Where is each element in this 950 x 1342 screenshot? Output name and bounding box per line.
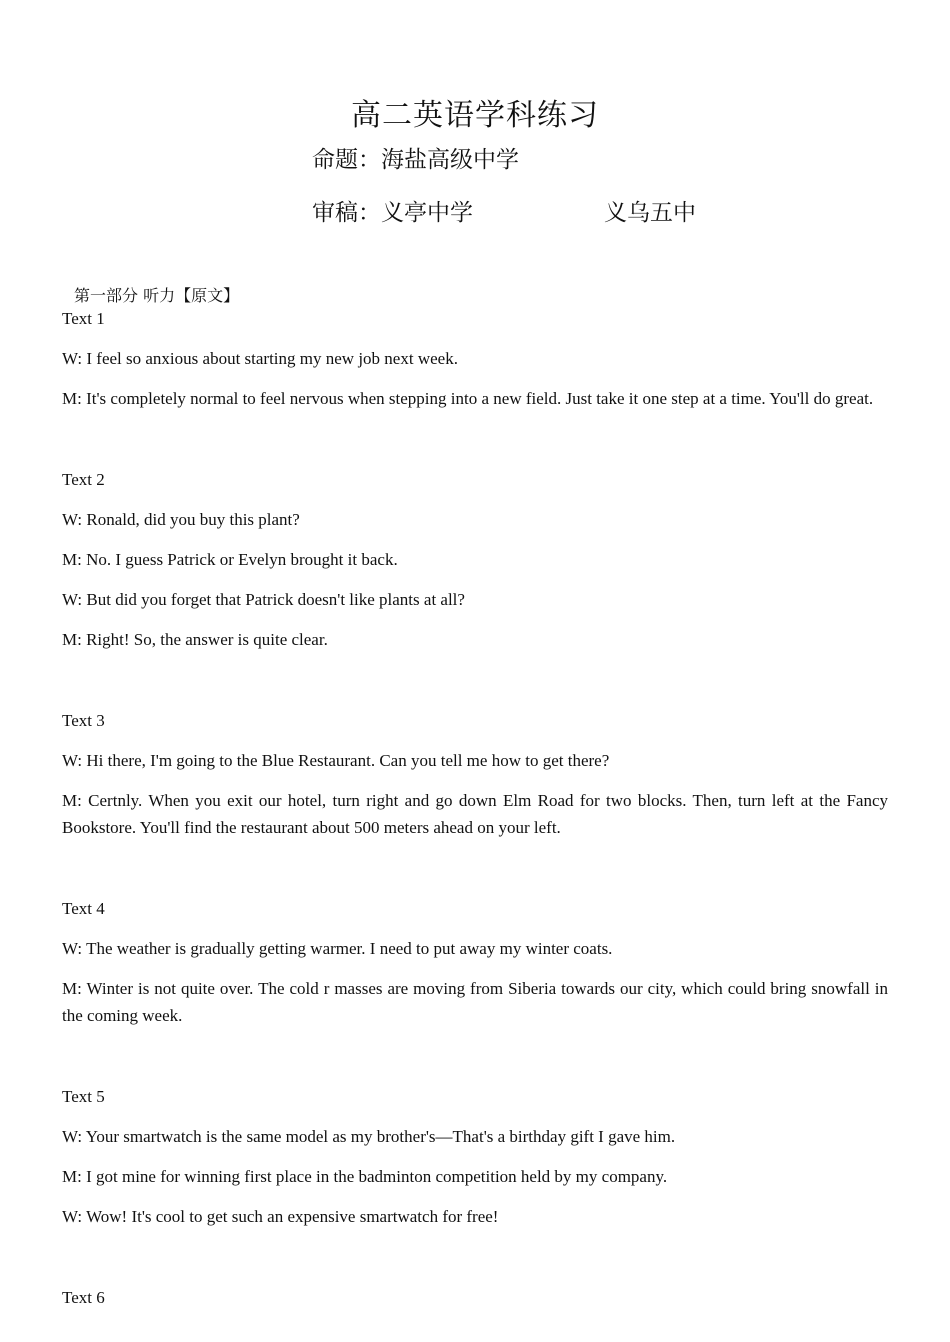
dialogue-line: W: Hi there, I'm going to the Blue Restaurant. Can you tell me how to get there? (62, 751, 610, 770)
dialogue-line: M: It's completely normal to feel nervous when stepping into a new field. Just take it one step at a time. You'll do great. (62, 389, 874, 408)
spacer (62, 666, 888, 708)
spacer (62, 425, 888, 467)
text-block-4 (62, 896, 888, 1029)
dialogue-line: W: Ronald, did you buy this plant? (62, 510, 300, 529)
dialogue-line: M: Certnly. When you exit our hotel, turn right and go down Elm Road for two blocks. Then, turn left at the Fancy Bookstore. You'll find the restaurant about 500 meters ahead on your left. (62, 791, 888, 837)
text-block-3 (62, 708, 888, 841)
text-heading: Text 6 (62, 1288, 105, 1307)
spacer (62, 1042, 888, 1084)
reviewer-1: 审稿：义亭中学 (312, 200, 473, 226)
text-block-5 (62, 1084, 888, 1230)
dialogue-line: M: I got mine for winning first place in the badminton competition held by my company. (62, 1167, 668, 1186)
dialogue-line: M: No. I guess Patrick or Evelyn brought it back. (62, 550, 398, 569)
dialogue-line: W: I feel so anxious about starting my new job next week. (62, 349, 458, 368)
dialogue-line: M: Right! So, the answer is quite clear. (62, 630, 328, 649)
spacer (62, 1243, 888, 1285)
dialogue-line: W: Wow! It's cool to get such an expensive smartwatch for free! (62, 1207, 499, 1226)
text-heading: Text 4 (62, 899, 105, 918)
text-block-1 (62, 306, 888, 412)
dialogue-line: W: The weather is gradually getting warmer. I need to put away my winter coats. (62, 939, 613, 958)
dialogue-line: M: Winter is not quite over. The cold r masses are moving from Siberia towards our city, which could bring snowfall in the coming week. (62, 979, 888, 1025)
text-heading: Text 3 (62, 711, 105, 730)
dialogue-line: W: Your smartwatch is the same model as my brother's—That's a birthday gift I gave him. (62, 1127, 676, 1146)
section-title: 第一部分 听力【原文】 (74, 286, 240, 305)
reviewer-2: 义乌五中 (604, 200, 696, 226)
text-block-2 (62, 467, 888, 653)
transcript-content (62, 306, 888, 1324)
text-heading: Text 5 (62, 1087, 105, 1106)
dialogue-line: W: But did you forget that Patrick doesn't like plants at all? (62, 590, 465, 609)
spacer (62, 854, 888, 896)
text-heading: Text 1 (62, 309, 105, 328)
text-block-6 (62, 1285, 888, 1311)
setter-line: 命题：海盐高级中学 (312, 147, 519, 173)
text-heading: Text 2 (62, 470, 105, 489)
reviewer-line (312, 194, 696, 227)
page-title: 高二英语学科练习 (351, 98, 599, 133)
